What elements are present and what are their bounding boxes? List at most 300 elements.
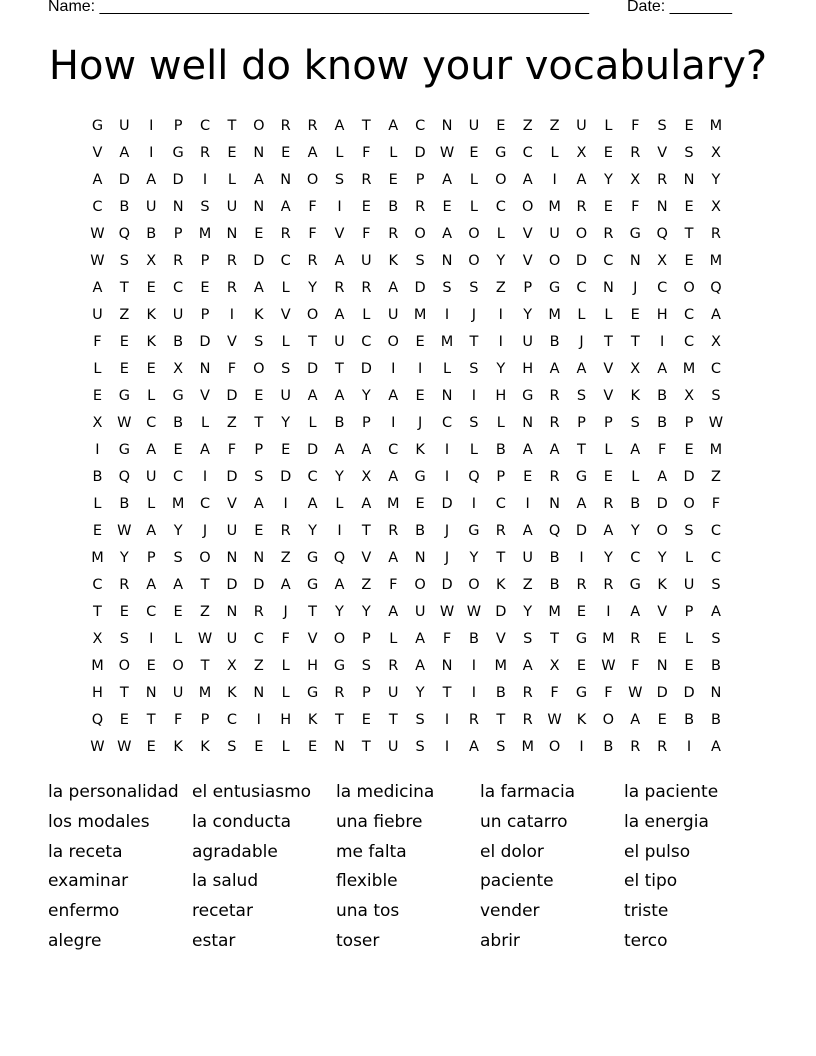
grid-cell: U: [92, 307, 103, 323]
grid-cell: D: [172, 172, 184, 188]
grid-cell: Q: [548, 523, 561, 539]
grid-cell: E: [603, 145, 613, 161]
grid-cell: A: [146, 577, 157, 593]
grid-cell: A: [280, 199, 291, 215]
grid-cell: I: [149, 145, 154, 161]
grid-cell: C: [710, 361, 721, 377]
grid-cell: F: [227, 361, 237, 377]
grid-cell: O: [548, 739, 561, 755]
name-field-label: Name: _______________________________________________________: [48, 0, 589, 15]
grid-cell: C: [173, 469, 184, 485]
grid-cell: Y: [603, 172, 613, 188]
grid-cell: X: [92, 631, 103, 647]
grid-cell: A: [146, 523, 157, 539]
grid-cell: O: [306, 172, 319, 188]
grid-cell: C: [495, 199, 506, 215]
grid-cell: A: [442, 226, 452, 242]
grid-cell: E: [307, 739, 318, 755]
grid-cell: N: [226, 550, 238, 566]
grid-cell: T: [684, 226, 694, 242]
grid-cell: V: [603, 361, 614, 377]
grid-cell: K: [307, 712, 318, 728]
grid-cell: B: [603, 739, 614, 755]
grid-cell: L: [442, 361, 452, 377]
grid-cell: S: [200, 199, 210, 215]
grid-cell: A: [468, 739, 479, 755]
grid-cell: A: [630, 604, 641, 620]
grid-cell: I: [686, 739, 692, 755]
grid-cell: T: [630, 334, 640, 350]
grid-cell: E: [630, 307, 640, 323]
grid-cell: R: [280, 523, 291, 539]
grid-cell: B: [146, 226, 157, 242]
grid-cell: C: [226, 712, 237, 728]
grid-cell: T: [388, 712, 398, 728]
grid-cell: W: [117, 523, 132, 539]
grid-cell: R: [522, 685, 533, 701]
grid-cell: R: [468, 712, 479, 728]
grid-cell: R: [603, 496, 614, 512]
grid-cell: U: [145, 469, 157, 485]
grid-cell: D: [306, 442, 319, 458]
word-list-item: examinar: [48, 871, 129, 892]
grid-cell: F: [362, 145, 371, 161]
grid-cell: Y: [603, 550, 613, 566]
grid-cell: T: [550, 631, 560, 647]
grid-cell: V: [307, 631, 318, 647]
grid-cell: A: [92, 172, 103, 188]
grid-cell: R: [307, 118, 318, 134]
grid-cell: B: [495, 685, 506, 701]
grid-cell: X: [226, 658, 237, 674]
grid-cell: B: [657, 388, 668, 404]
grid-cell: R: [522, 712, 533, 728]
grid-cell: H: [522, 361, 534, 377]
grid-cell: C: [522, 145, 533, 161]
grid-cell: A: [146, 172, 157, 188]
grid-cell: R: [280, 226, 291, 242]
word-list-item: alegre: [48, 930, 102, 951]
grid-cell: R: [334, 685, 345, 701]
grid-cell: E: [254, 388, 264, 404]
grid-cell: M: [171, 496, 185, 512]
grid-cell: N: [683, 172, 695, 188]
word-list-item: los modales: [48, 811, 150, 832]
grid-cell: F: [93, 334, 102, 350]
grid-cell: Y: [361, 388, 371, 404]
grid-cell: G: [306, 550, 319, 566]
grid-cell: Z: [710, 469, 721, 485]
grid-cell: V: [280, 307, 291, 323]
grid-cell: E: [603, 469, 613, 485]
grid-cell: S: [469, 280, 479, 296]
grid-cell: A: [710, 604, 721, 620]
grid-cell: R: [119, 577, 130, 593]
grid-cell: T: [227, 118, 237, 134]
word-list-item: la paciente: [624, 782, 719, 802]
grid-cell: U: [226, 631, 238, 647]
grid-cell: G: [414, 469, 426, 485]
grid-cell: T: [308, 334, 317, 350]
grid-cell: Q: [656, 226, 668, 242]
grid-cell: X: [630, 361, 641, 377]
grid-cell: N: [629, 253, 641, 269]
grid-cell: R: [549, 469, 560, 485]
grid-cell: O: [253, 118, 265, 134]
grid-cell: C: [146, 604, 157, 620]
grid-cell: T: [361, 739, 371, 755]
grid-cell: A: [119, 145, 130, 161]
grid-cell: O: [575, 226, 588, 242]
grid-cell: L: [308, 415, 317, 431]
grid-cell: V: [226, 496, 237, 512]
grid-cell: T: [361, 118, 371, 134]
grid-cell: C: [146, 415, 157, 431]
grid-cell: O: [683, 496, 695, 512]
grid-cell: F: [362, 226, 371, 242]
grid-cell: V: [522, 226, 533, 242]
grid-cell: X: [710, 334, 721, 350]
grid-cell: W: [547, 712, 562, 728]
grid-cell: A: [253, 172, 264, 188]
grid-cell: R: [549, 415, 560, 431]
grid-cell: U: [119, 118, 130, 134]
grid-cell: I: [149, 631, 154, 647]
grid-cell: C: [280, 253, 291, 269]
grid-cell: P: [173, 118, 183, 134]
grid-cell: W: [117, 415, 132, 431]
grid-cell: S: [711, 631, 721, 647]
grid-cell: A: [334, 388, 345, 404]
grid-cell: Z: [280, 550, 291, 566]
grid-cell: S: [415, 253, 425, 269]
page-title: How well do know your vocabulary?: [48, 43, 768, 89]
grid-cell: A: [173, 577, 184, 593]
grid-cell: R: [576, 199, 587, 215]
grid-cell: E: [146, 361, 156, 377]
grid-cell: D: [495, 604, 507, 620]
grid-cell: Z: [549, 118, 560, 134]
grid-cell: C: [603, 253, 614, 269]
grid-cell: A: [146, 442, 157, 458]
grid-cell: L: [335, 145, 344, 161]
grid-cell: T: [496, 712, 506, 728]
grid-cell: D: [441, 577, 453, 593]
grid-cell: O: [172, 658, 184, 674]
grid-cell: K: [227, 685, 237, 701]
grid-cell: W: [90, 739, 105, 755]
grid-cell: G: [172, 388, 184, 404]
grid-cell: I: [444, 307, 450, 323]
grid-cell: N: [226, 604, 238, 620]
grid-cell: W: [117, 739, 132, 755]
grid-cell: B: [710, 658, 721, 674]
grid-cell: G: [172, 145, 184, 161]
grid-cell: T: [146, 712, 156, 728]
word-list-item: abrir: [480, 930, 520, 951]
grid-cell: N: [172, 199, 184, 215]
grid-cell: E: [442, 199, 452, 215]
grid-cell: G: [629, 226, 641, 242]
grid-cell: N: [226, 226, 238, 242]
grid-cell: R: [226, 253, 237, 269]
grid-cell: E: [281, 442, 291, 458]
grid-cell: S: [119, 253, 129, 269]
grid-cell: E: [657, 631, 667, 647]
grid-cell: E: [146, 739, 156, 755]
grid-cell: E: [361, 712, 371, 728]
grid-cell: P: [200, 712, 210, 728]
grid-cell: I: [202, 172, 208, 188]
grid-cell: D: [226, 388, 238, 404]
grid-cell: M: [709, 253, 723, 269]
grid-cell: T: [577, 442, 586, 458]
grid-cell: Q: [710, 280, 722, 296]
grid-cell: S: [415, 739, 425, 755]
grid-cell: R: [603, 577, 614, 593]
word-list-item: triste: [624, 901, 669, 922]
grid-cell: E: [173, 442, 183, 458]
grid-cell: A: [442, 172, 452, 188]
grid-cell: U: [387, 307, 399, 323]
grid-cell: X: [657, 253, 668, 269]
grid-cell: A: [388, 388, 399, 404]
grid-cell: N: [549, 496, 561, 512]
grid-cell: L: [469, 199, 478, 215]
grid-cell: B: [334, 415, 345, 431]
grid-cell: U: [683, 577, 695, 593]
grid-cell: C: [710, 550, 721, 566]
grid-cell: O: [602, 712, 615, 728]
grid-cell: K: [388, 253, 398, 269]
grid-cell: R: [603, 226, 614, 242]
grid-cell: U: [172, 685, 184, 701]
grid-cell: Y: [415, 685, 425, 701]
grid-cell: I: [283, 496, 288, 512]
grid-cell: O: [468, 577, 480, 593]
grid-cell: S: [576, 388, 587, 404]
grid-cell: A: [549, 361, 560, 377]
grid-cell: R: [388, 658, 399, 674]
grid-cell: A: [334, 442, 345, 458]
grid-cell: J: [471, 307, 477, 323]
word-list-item: enfermo: [48, 901, 120, 922]
grid-cell: T: [335, 361, 344, 377]
grid-cell: D: [414, 280, 426, 296]
word-list-item: la personalidad: [48, 782, 179, 802]
grid-cell: C: [199, 118, 211, 134]
grid-cell: A: [415, 658, 426, 674]
grid-cell: M: [91, 550, 104, 566]
grid-cell: D: [226, 469, 238, 485]
grid-cell: Q: [118, 469, 131, 485]
grid-cell: E: [92, 388, 103, 404]
grid-cell: E: [576, 658, 587, 674]
word-list-item: el entusiasmo: [192, 782, 312, 802]
grid-cell: K: [146, 307, 156, 323]
grid-cell: M: [709, 118, 723, 134]
grid-cell: Q: [333, 550, 346, 566]
grid-cell: U: [576, 118, 587, 134]
grid-cell: Y: [657, 550, 667, 566]
grid-cell: Z: [119, 307, 130, 323]
grid-cell: O: [656, 523, 668, 539]
grid-cell: R: [361, 280, 372, 296]
grid-cell: B: [710, 712, 721, 728]
grid-cell: T: [496, 550, 506, 566]
grid-cell: F: [442, 631, 452, 647]
grid-cell: M: [91, 658, 104, 674]
grid-cell: L: [577, 307, 586, 323]
grid-cell: A: [361, 496, 372, 512]
grid-cell: B: [119, 496, 130, 512]
grid-cell: L: [496, 226, 505, 242]
grid-cell: A: [630, 442, 641, 458]
grid-cell: L: [469, 442, 478, 458]
grid-cell: R: [576, 577, 587, 593]
grid-cell: W: [439, 145, 455, 161]
grid-cell: R: [630, 631, 641, 647]
grid-cell: K: [146, 334, 156, 350]
grid-cell: D: [656, 685, 668, 701]
word-list-item: vender: [480, 901, 540, 922]
grid-cell: T: [335, 712, 344, 728]
grid-cell: I: [579, 739, 584, 755]
grid-cell: E: [281, 145, 291, 161]
word-list-item: la conducta: [192, 811, 292, 832]
grid-cell: Y: [335, 469, 344, 485]
grid-cell: L: [550, 145, 559, 161]
grid-cell: A: [334, 577, 345, 593]
grid-cell: O: [414, 577, 426, 593]
grid-cell: C: [415, 118, 426, 134]
word-list-item: un catarro: [480, 811, 568, 832]
grid-cell: X: [549, 658, 560, 674]
grid-cell: S: [711, 577, 721, 593]
grid-cell: U: [334, 334, 345, 350]
grid-cell: A: [253, 496, 264, 512]
grid-cell: E: [684, 118, 694, 134]
grid-cell: M: [709, 442, 723, 458]
grid-cell: Y: [711, 172, 721, 188]
grid-cell: R: [361, 172, 372, 188]
grid-cell: W: [439, 604, 455, 620]
grid-cell: S: [173, 550, 183, 566]
grid-cell: Y: [361, 604, 371, 620]
grid-cell: E: [146, 280, 156, 296]
grid-cell: L: [335, 496, 344, 512]
grid-cell: S: [254, 469, 264, 485]
grid-cell: E: [576, 604, 587, 620]
word-list-item: flexible: [336, 871, 398, 892]
grid-cell: S: [119, 631, 129, 647]
word-list-item: toser: [336, 930, 380, 951]
grid-cell: T: [603, 334, 613, 350]
grid-cell: E: [684, 658, 694, 674]
grid-cell: B: [173, 334, 184, 350]
grid-cell: V: [92, 145, 103, 161]
grid-cell: D: [226, 577, 238, 593]
grid-cell: Y: [630, 523, 640, 539]
grid-cell: R: [388, 226, 399, 242]
grid-cell: C: [576, 280, 587, 296]
grid-cell: U: [522, 550, 533, 566]
grid-cell: O: [199, 550, 211, 566]
grid-cell: I: [525, 496, 530, 512]
grid-cell: U: [226, 199, 238, 215]
grid-cell: E: [415, 496, 425, 512]
grid-cell: J: [417, 415, 423, 431]
grid-cell: Y: [469, 550, 479, 566]
grid-cell: G: [306, 685, 319, 701]
grid-cell: G: [118, 442, 130, 458]
grid-cell: U: [468, 118, 480, 134]
grid-cell: I: [471, 388, 477, 404]
grid-cell: D: [575, 253, 588, 269]
grid-cell: D: [118, 172, 130, 188]
grid-cell: B: [468, 631, 479, 647]
grid-cell: G: [495, 145, 507, 161]
grid-cell: D: [441, 496, 453, 512]
grid-cell: V: [603, 388, 614, 404]
grid-cell: C: [710, 523, 721, 539]
grid-cell: B: [549, 550, 560, 566]
grid-cell: U: [549, 226, 560, 242]
word-list-item: la medicina: [336, 782, 435, 802]
grid-cell: X: [630, 172, 641, 188]
grid-cell: W: [197, 631, 213, 647]
grid-cell: S: [657, 118, 667, 134]
grid-cell: R: [710, 226, 721, 242]
grid-cell: A: [522, 172, 533, 188]
grid-cell: Y: [523, 307, 533, 323]
grid-cell: I: [337, 199, 342, 215]
grid-cell: P: [684, 604, 694, 620]
grid-cell: T: [200, 577, 210, 593]
grid-cell: X: [146, 253, 157, 269]
grid-cell: D: [414, 145, 426, 161]
grid-cell: L: [631, 469, 640, 485]
grid-cell: Y: [308, 523, 317, 539]
grid-cell: A: [200, 442, 210, 458]
grid-cell: N: [441, 253, 453, 269]
grid-cell: Y: [119, 550, 129, 566]
grid-cell: Z: [522, 577, 533, 593]
grid-cell: E: [415, 388, 425, 404]
grid-cell: I: [95, 442, 100, 458]
grid-cell: X: [710, 199, 721, 215]
word-list-item: recetar: [192, 901, 253, 922]
grid-cell: J: [444, 523, 450, 539]
grid-cell: A: [657, 361, 668, 377]
grid-cell: N: [199, 361, 211, 377]
grid-cell: G: [575, 685, 588, 701]
grid-cell: F: [604, 685, 613, 701]
grid-cell: A: [388, 550, 399, 566]
grid-cell: P: [496, 469, 506, 485]
grid-cell: Y: [523, 604, 533, 620]
grid-cell: O: [306, 307, 319, 323]
grid-cell: I: [660, 334, 665, 350]
grid-cell: G: [306, 577, 319, 593]
word-list-item: el pulso: [624, 841, 691, 862]
grid-cell: L: [362, 307, 371, 323]
grid-cell: A: [388, 118, 399, 134]
word-list-item: la receta: [48, 841, 123, 862]
grid-cell: P: [523, 280, 533, 296]
grid-cell: B: [415, 523, 426, 539]
grid-cell: O: [468, 253, 480, 269]
